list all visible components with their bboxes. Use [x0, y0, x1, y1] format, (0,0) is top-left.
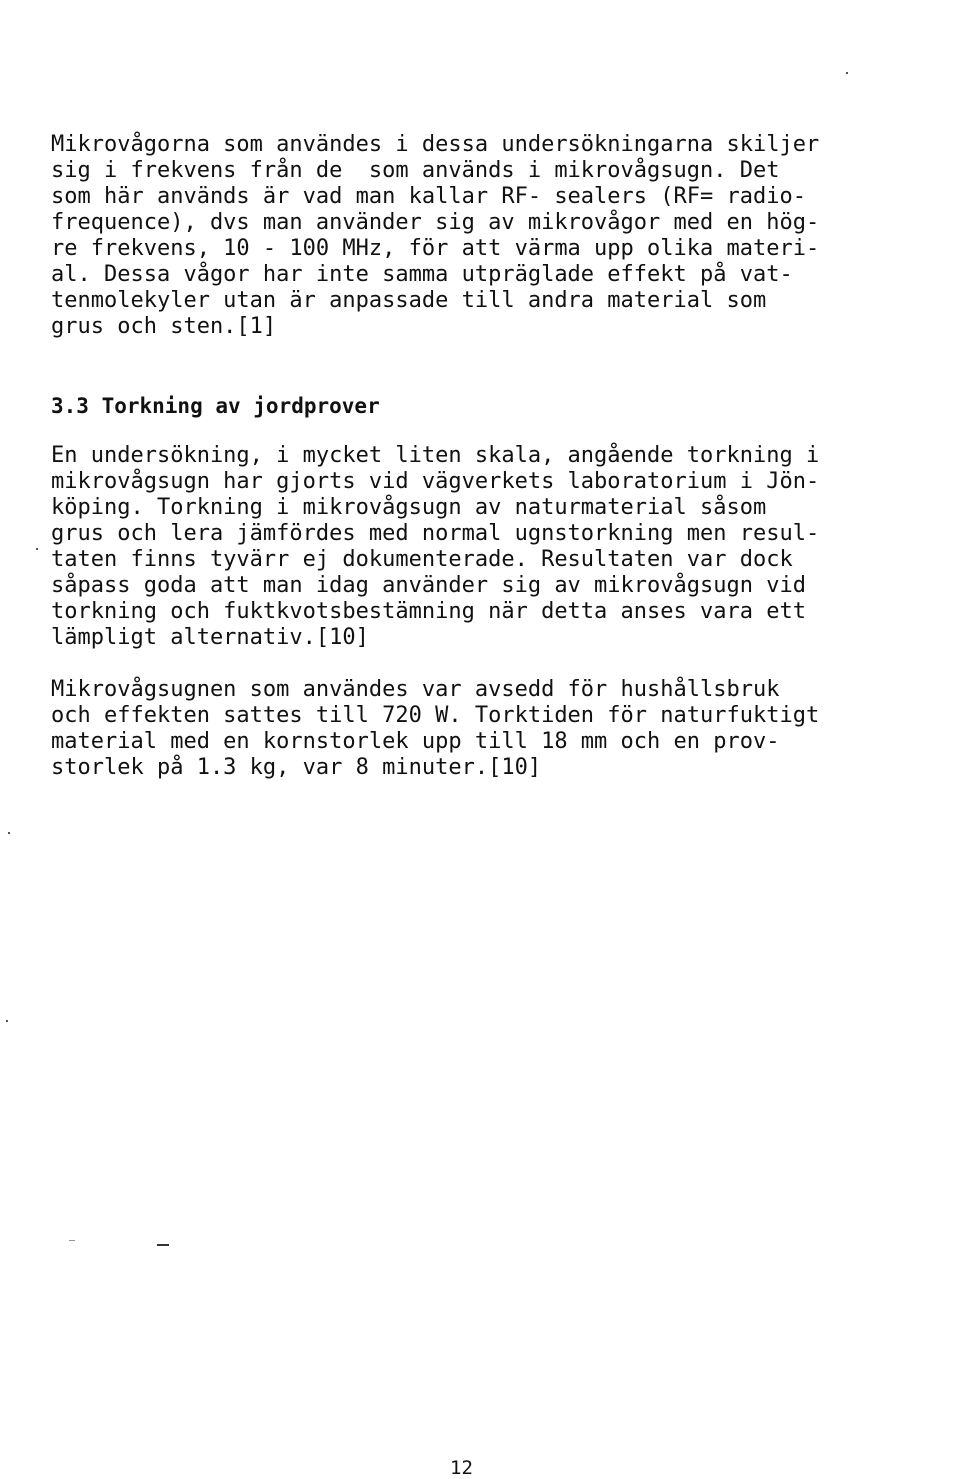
paragraph-1-line: re frekvens, 10 - 100 MHz, för att värma upp olika materi-: [51, 236, 820, 261]
page-number: 12: [450, 1457, 473, 1479]
scan-speck: [846, 72, 848, 74]
paragraph-2-line: grus och lera jämfördes med normal ugnstorkning men resul-: [51, 521, 820, 546]
paragraph-3-line: och effekten sattes till 720 W. Torktiden för naturfuktigt: [51, 703, 820, 728]
paragraph-2-line: torkning och fuktkvotsbestämning när detta anses vara ett: [51, 599, 806, 624]
paragraph-1-line: som här används är vad man kallar RF- sealers (RF= radio-: [51, 184, 806, 209]
paragraph-2-line: lämpligt alternativ.[10]: [51, 625, 369, 650]
paragraph-2-line: taten finns tyvärr ej dokumenterade. Resultaten var dock: [51, 547, 793, 572]
section-heading: 3.3 Torkning av jordprover: [51, 394, 380, 418]
paragraph-1-line: tenmolekyler utan är anpassade till andra material som: [51, 288, 767, 313]
scan-dash: [69, 1240, 75, 1241]
paragraph-2-line: köping. Torkning i mikrovågsugn av naturmaterial såsom: [51, 495, 767, 520]
scan-speck: [6, 1020, 8, 1022]
paragraph-2-line: mikrovågsugn har gjorts vid vägverkets laboratorium i Jön-: [51, 469, 820, 494]
scan-speck: [8, 832, 10, 834]
paragraph-3-line: Mikrovågsugnen som användes var avsedd för hushållsbruk: [51, 677, 780, 702]
paragraph-1-line: Mikrovågorna som användes i dessa undersökningarna skiljer: [51, 132, 820, 157]
paragraph-1-line: grus och sten.[1]: [51, 314, 277, 339]
paragraph-1-line: sig i frekvens från de som används i mikrovågsugn. Det: [51, 158, 780, 183]
paragraph-2-line: En undersökning, i mycket liten skala, angående torkning i: [51, 443, 820, 468]
paragraph-1-line: al. Dessa vågor har inte samma utpräglade effekt på vat-: [51, 262, 793, 287]
paragraph-3-line: storlek på 1.3 kg, var 8 minuter.[10]: [51, 755, 542, 780]
scan-dash: [157, 1244, 169, 1246]
paragraph-3-line: material med en kornstorlek upp till 18 mm och en prov-: [51, 729, 780, 754]
paragraph-2-line: såpass goda att man idag använder sig av mikrovågsugn vid: [51, 573, 806, 598]
paragraph-1-line: frequence), dvs man använder sig av mikrovågor med en hög-: [51, 210, 820, 235]
scan-speck: [36, 548, 38, 550]
